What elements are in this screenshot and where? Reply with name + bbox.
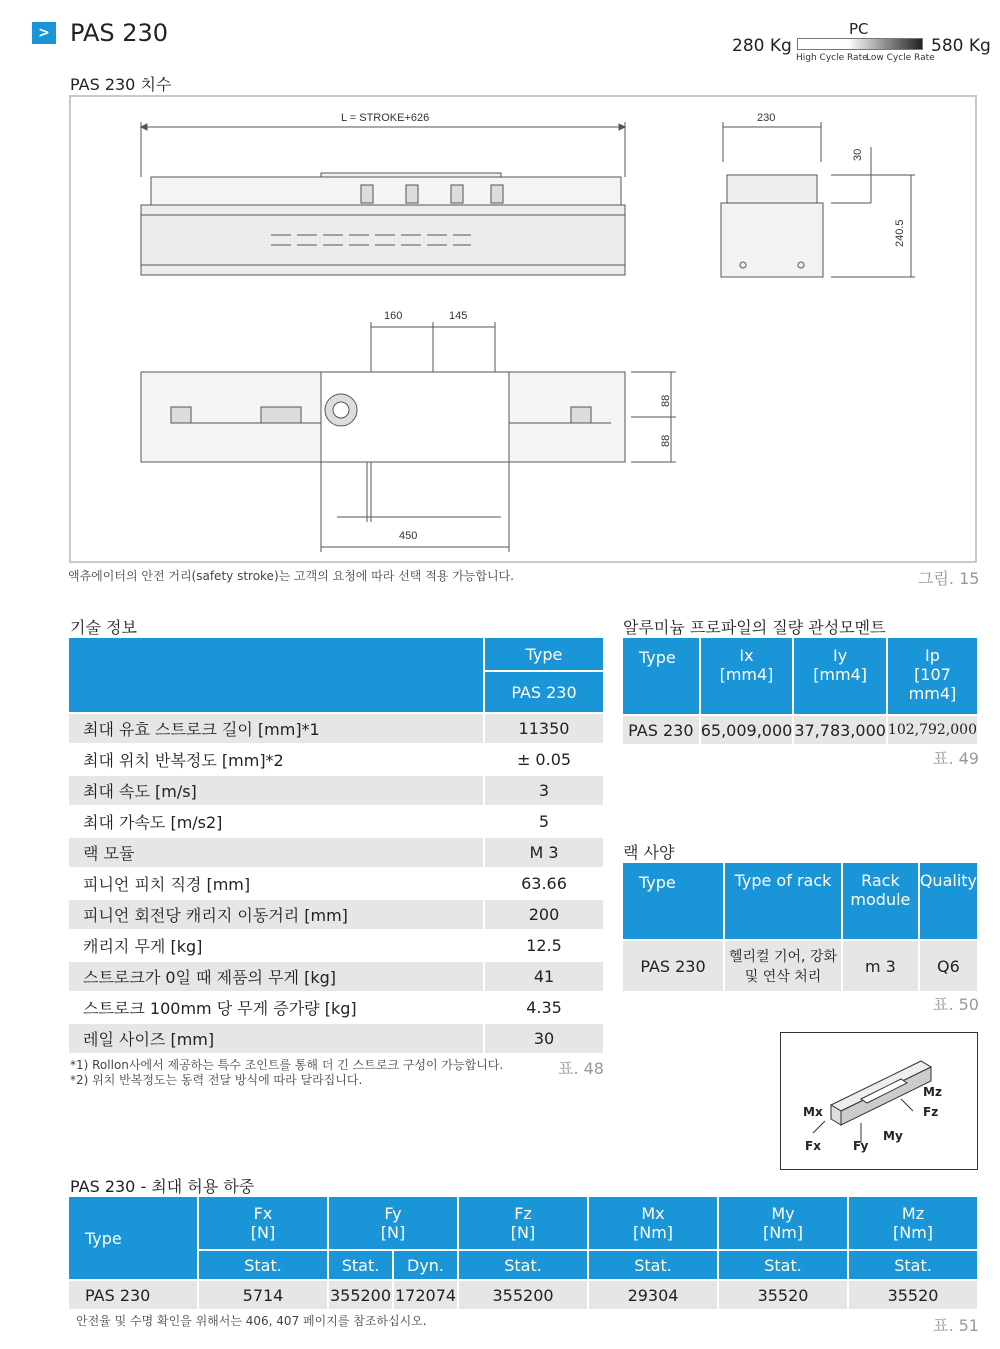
tech-row-value: ± 0.05: [485, 745, 603, 774]
fx-label: Fx: [805, 1139, 821, 1153]
loads-fx-stat: Stat.: [199, 1251, 327, 1279]
rack-title: 랙 사양: [623, 843, 675, 862]
tech-row: [69, 1024, 603, 1053]
loads-my-header: My [Nm]: [719, 1197, 847, 1249]
pc-label: PC: [849, 20, 869, 38]
tech-row: [69, 931, 603, 960]
tech-row-label: 최대 가속도 [m/s2]: [69, 807, 483, 836]
rack-model: PAS 230: [623, 941, 723, 991]
tech-row: [69, 745, 603, 774]
table-48-label: 표. 48: [558, 1059, 604, 1078]
loads-fz-stat: Stat.: [459, 1251, 587, 1279]
tech-model-header: PAS 230: [485, 672, 603, 712]
tech-row: [69, 714, 603, 743]
rack-table: [621, 861, 979, 993]
tech-row: [69, 807, 603, 836]
tech-row: [69, 900, 603, 929]
inertia-title: 알루미늄 프로파일의 질량 관성모멘트: [623, 618, 886, 637]
weight-max: 580 Kg: [931, 36, 991, 56]
loads-mz-header: Mz [Nm]: [849, 1197, 977, 1249]
loads-fy-dyn-value: 172074: [394, 1281, 457, 1309]
loads-fx: 5714: [199, 1281, 327, 1309]
tech-row-label: 스트로크 100mm 당 무게 증가량 [kg]: [69, 993, 483, 1022]
technical-drawing: [71, 97, 975, 561]
inertia-iy: 37,783,000: [794, 716, 886, 744]
tech-row-value: 3: [485, 776, 603, 805]
loads-mz-stat: Stat.: [849, 1251, 977, 1279]
mx-label: Mx: [803, 1105, 823, 1119]
tech-row-label: 레일 사이즈 [mm]: [69, 1024, 483, 1053]
tech-row-label: 피니언 피치 직경 [mm]: [69, 869, 483, 898]
tech-title: 기술 정보: [70, 618, 137, 637]
tech-row-value: M 3: [485, 838, 603, 867]
tech-row: [69, 962, 603, 991]
loads-title: PAS 230 - 최대 허용 하중: [70, 1177, 255, 1196]
my-label: My: [883, 1129, 903, 1143]
tech-row-label: 최대 위치 반복정도 [mm]*2: [69, 745, 483, 774]
drawing-title: PAS 230 치수: [70, 75, 172, 94]
tech-row: [69, 869, 603, 898]
dim-230-label: 230: [757, 112, 776, 124]
rack-type: 헬리컬 기어, 강화 및 연삭 처리: [725, 941, 841, 991]
tech-row-label: 스트로크가 0일 때 제품의 무게 [kg]: [69, 962, 483, 991]
force-diagram: [780, 1032, 978, 1170]
loads-fz-header: Fz [N]: [459, 1197, 587, 1249]
dim-l-label: L = STROKE+626: [341, 112, 430, 124]
tech-note-1: *1) Rollon사에서 제공하는 특수 조인트를 통해 더 긴 스트로크 구성이 가능합니다.: [70, 1058, 504, 1072]
dim-160-label: 160: [384, 310, 403, 322]
tech-row: [69, 776, 603, 805]
tech-row-value: 12.5: [485, 931, 603, 960]
table-50-label: 표. 50: [933, 995, 979, 1014]
loads-model: PAS 230: [69, 1281, 197, 1309]
dim-145-label: 145: [449, 310, 468, 322]
cycle-rate-gradient: [797, 38, 923, 50]
loads-note: 안전율 및 수명 확인을 위해서는 406, 407 페이지를 참조하십시오.: [76, 1314, 427, 1328]
tech-type-header: Type: [485, 638, 603, 670]
inertia-table: [621, 636, 979, 746]
weight-min: 280 Kg: [732, 36, 792, 56]
loads-mx-header: Mx [Nm]: [589, 1197, 717, 1249]
tech-row-value: 200: [485, 900, 603, 929]
rack-type-header: Type: [623, 863, 723, 939]
dim-30-label: 30: [852, 148, 864, 161]
tech-row-label: 최대 속도 [m/s]: [69, 776, 483, 805]
tech-row-label: 랙 모듈: [69, 838, 483, 867]
loads-fy-header: Fy [N]: [329, 1197, 457, 1249]
loads-mx-stat: Stat.: [589, 1251, 717, 1279]
rack-module: m 3: [843, 941, 918, 991]
inertia-iy-header: Iy [mm4]: [794, 638, 886, 714]
tech-row-value: 41: [485, 962, 603, 991]
page-title: PAS 230: [70, 19, 169, 47]
figure-label: 그림. 15: [918, 569, 980, 588]
loads-fz: 355200: [459, 1281, 587, 1309]
tech-table: [67, 636, 605, 1055]
tech-row: [69, 993, 603, 1022]
loads-fy-stat: Stat.: [329, 1251, 392, 1279]
dim-88b-label: 88: [660, 434, 672, 447]
drawing-note: 액츄에이터의 안전 거리(safety stroke)는 고객의 요청에 따라 선택 적용 가능합니다.: [68, 569, 514, 583]
loads-type-header: Type: [69, 1197, 197, 1279]
rack-module-header: Rack module: [843, 863, 918, 939]
tech-note-2: *2) 위치 반복정도는 동력 전달 방식에 따라 달라집니다.: [70, 1073, 363, 1087]
tech-row-label: 피니언 회전당 캐리지 이동거리 [mm]: [69, 900, 483, 929]
high-cycle-label: High Cycle Rate: [796, 53, 868, 63]
fy-label: Fy: [853, 1139, 869, 1153]
tech-row-value: 63.66: [485, 869, 603, 898]
section-arrow-icon: >: [32, 22, 56, 44]
rack-type-of-rack-header: Type of rack: [725, 863, 841, 939]
tech-row-label: 최대 유효 스트로크 길이 [mm]*1: [69, 714, 483, 743]
mz-label: Mz: [923, 1085, 942, 1099]
dim-88a-label: 88: [660, 394, 672, 407]
tech-row-value: 11350: [485, 714, 603, 743]
tech-row-value: 5: [485, 807, 603, 836]
loads-fy-dyn: Dyn.: [394, 1251, 457, 1279]
loads-mx: 29304: [589, 1281, 717, 1309]
tech-row-value: 30: [485, 1024, 603, 1053]
fz-label: Fz: [923, 1105, 939, 1119]
rack-quality: Q6: [920, 941, 977, 991]
loads-my: 35520: [719, 1281, 847, 1309]
inertia-model: PAS 230: [623, 716, 699, 744]
rack-quality-header: Quality: [920, 863, 977, 939]
dim-240-label: 240.5: [894, 219, 906, 247]
loads-mz: 35520: [849, 1281, 977, 1309]
inertia-ix-header: Ix [mm4]: [701, 638, 793, 714]
table-51-label: 표. 51: [933, 1316, 979, 1335]
dimension-drawing: [69, 95, 977, 563]
dim-450-label: 450: [399, 530, 418, 542]
inertia-ip-header: Ip [107 mm4]: [888, 638, 977, 714]
inertia-ix: 65,009,000: [701, 716, 793, 744]
loads-fx-header: Fx [N]: [199, 1197, 327, 1249]
tech-row: [69, 838, 603, 867]
tech-row-value: 4.35: [485, 993, 603, 1022]
inertia-type-header: Type: [623, 638, 699, 714]
inertia-ip: 102,792,000: [888, 716, 977, 744]
tech-row-label: 캐리지 무게 [kg]: [69, 931, 483, 960]
table-49-label: 표. 49: [933, 749, 979, 768]
loads-table: [67, 1195, 979, 1311]
low-cycle-label: Low Cycle Rate: [866, 53, 935, 63]
loads-fy-stat-value: 355200: [329, 1281, 392, 1309]
loads-my-stat: Stat.: [719, 1251, 847, 1279]
